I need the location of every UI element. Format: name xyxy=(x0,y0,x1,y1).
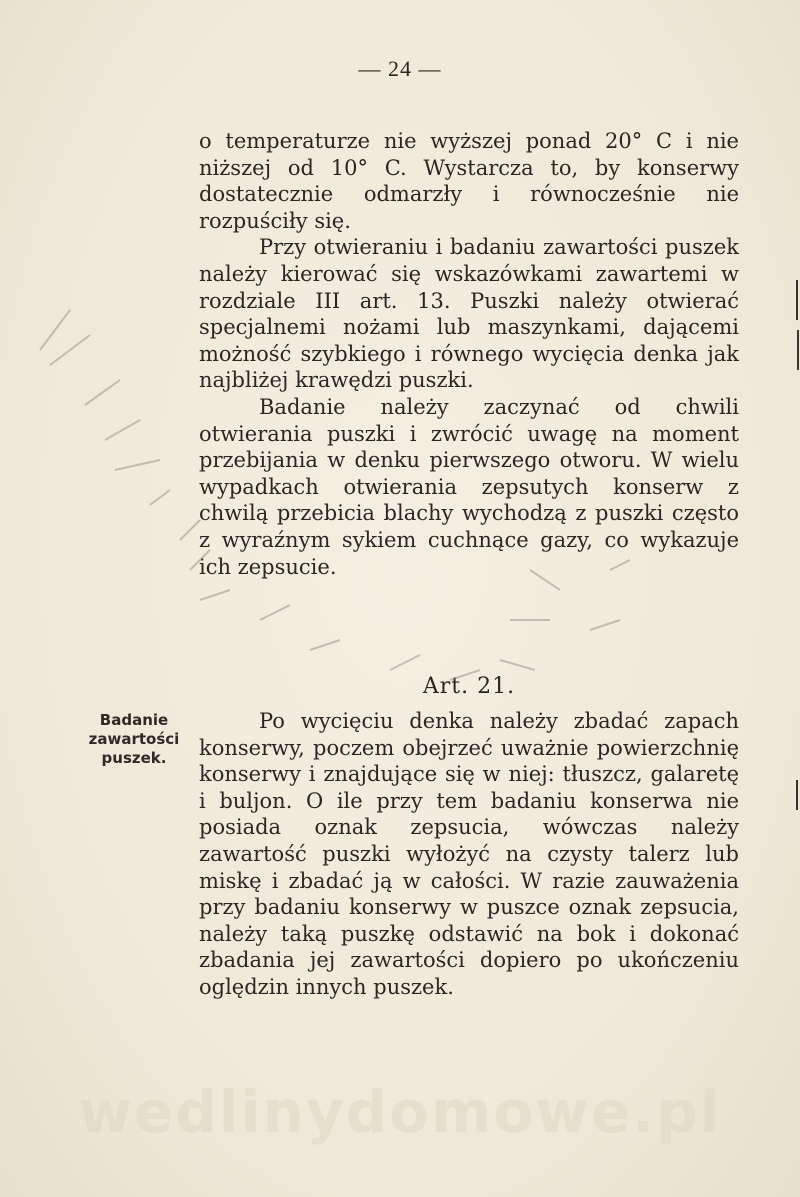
paragraph-temperature: o temperaturze nie wyższej ponad 20° C i nie niższej od 10° C. Wystarcza to, by konserwy dostatecznie odmarzły i równocześnie nie rozpuściły się. xyxy=(199,129,739,233)
scan-edge-mark xyxy=(796,780,798,810)
article-heading: Art. 21. xyxy=(422,674,516,699)
scan-edge-mark xyxy=(797,330,799,370)
margin-note xyxy=(74,711,194,768)
watermark-text: wedlinydomowe.pl xyxy=(78,1078,722,1146)
page-number: — 24 — xyxy=(358,56,442,81)
margin-note-line: puszek. xyxy=(101,749,167,767)
text-block-bottom xyxy=(199,708,739,1001)
margin-note-line: Badanie xyxy=(99,711,169,729)
scan-edge-mark xyxy=(796,280,798,320)
paragraph-content-inspection: Po wycięciu denka należy zbadać zapach konserwy, poczem obejrzeć uważnie powierzchnię konserwy i znajdujące się w niej: tłuszcz, galaretę i buljon. O ile przy tem badaniu konserwa nie posiada oznak zepsucia, wówczas należy zawartość puszki wyłożyć na czysty talerz lub miskę i zbadać ją w całości. W razie zauważenia przy badaniu konserwy w puszce oznak zepsucia, należy taką puszkę odstawić na bok i dokonać zbadania jej zawartości dopiero po ukończeniu oględzin innych puszek. xyxy=(199,709,739,999)
paragraph-opening-cans: Przy otwieraniu i badaniu zawartości puszek należy kierować się wskazówkami zawartemi w rozdziale III art. 13. Puszki należy otwierać specjalnemi nożami lub maszynkami, dającemi możność szybkiego i równego wycięcia denka jak najbliżej krawędzi puszki. xyxy=(199,235,739,393)
paragraph-examination-start: Badanie należy zaczynać od chwili otwierania puszki i zwrócić uwagę na moment przebijania w denku pierwszego otworu. W wielu wypadkach otwierania zepsutych konserw z chwilą przebicia blachy wychodzą z puszki często z wyraźnym sykiem cuchnące gazy, co wykazuje ich zepsucie. xyxy=(199,394,739,579)
margin-note-line: zawartości xyxy=(88,730,180,748)
text-block-top xyxy=(199,128,739,580)
